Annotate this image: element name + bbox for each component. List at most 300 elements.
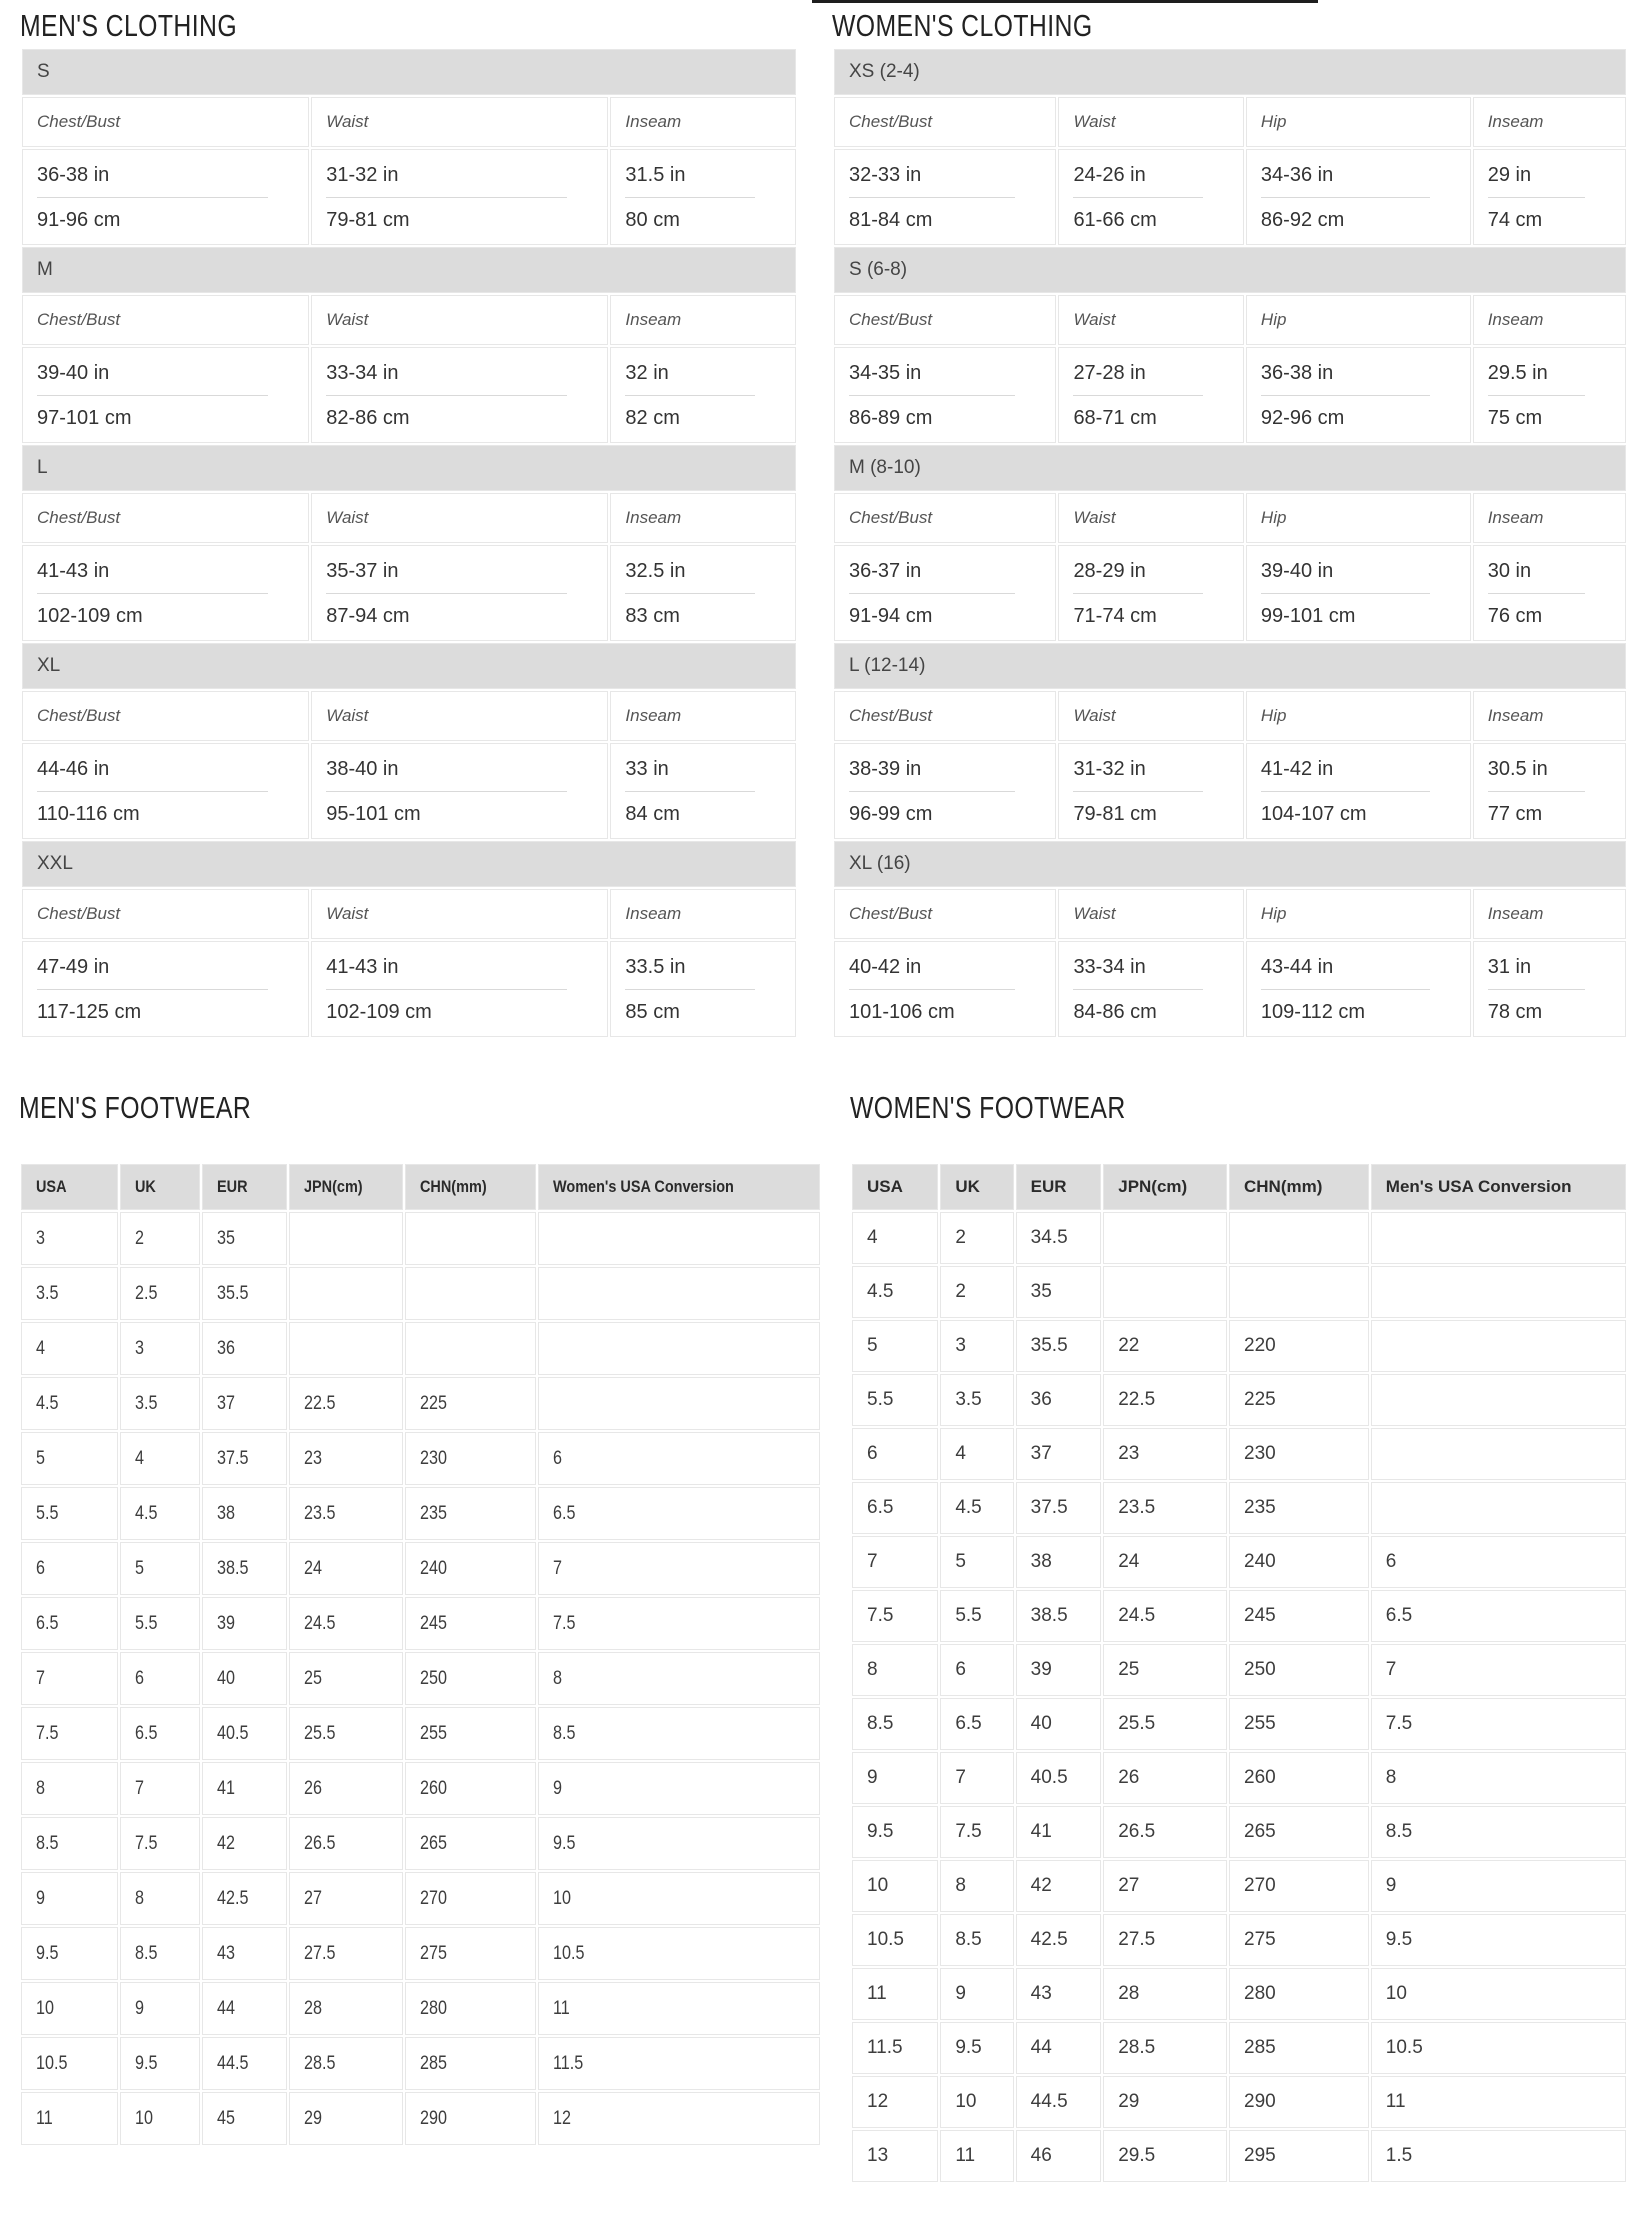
footwear-cell-value: 5 bbox=[36, 1447, 45, 1469]
footwear-cell bbox=[1371, 1806, 1626, 1858]
column-header: Chest/Bust bbox=[834, 97, 1056, 147]
column-header: Chest/Bust bbox=[834, 493, 1056, 543]
size-band-row bbox=[22, 445, 796, 491]
footwear-cell-value: 44.5 bbox=[1030, 2091, 1068, 2112]
measurement-row bbox=[834, 347, 1626, 443]
footwear-cell bbox=[1371, 1752, 1626, 1804]
footwear-cell-value: 285 bbox=[419, 2052, 447, 2074]
footwear-cell bbox=[1016, 1536, 1102, 1588]
footwear-cell-value: 2.5 bbox=[135, 1282, 158, 1304]
footwear-cell bbox=[405, 1762, 536, 1815]
column-header: Waist bbox=[1058, 295, 1243, 345]
measurement-cm: 82-86 cm bbox=[326, 407, 410, 429]
measurement-cm: 109-112 cm bbox=[1260, 1001, 1366, 1023]
footwear-cell bbox=[405, 2092, 536, 2145]
footwear-cell-value: 6.5 bbox=[36, 1612, 59, 1634]
measurement-inches: 31-32 in bbox=[1073, 758, 1146, 780]
footwear-cell bbox=[940, 1752, 1013, 1804]
footwear-cell-value: 240 bbox=[1244, 1551, 1276, 1572]
size-band-row bbox=[834, 841, 1626, 887]
measurement-inches: 32.5 in bbox=[625, 560, 686, 582]
footwear-cell bbox=[1371, 2022, 1626, 2074]
footwear-cell bbox=[1016, 2076, 1102, 2128]
footwear-cell-value: 37 bbox=[1030, 1443, 1052, 1464]
footwear-column-header bbox=[1371, 1164, 1626, 1210]
footwear-cell bbox=[289, 1707, 403, 1760]
measurement-row bbox=[834, 149, 1626, 245]
footwear-cell bbox=[1103, 1914, 1227, 1966]
footwear-cell-value: 4.5 bbox=[135, 1502, 158, 1524]
footwear-cell bbox=[852, 1374, 938, 1426]
footwear-cell-value: 26 bbox=[303, 1777, 322, 1799]
footwear-cell-value: 46 bbox=[1030, 2145, 1052, 2166]
measurement-divider bbox=[849, 791, 1015, 792]
footwear-cell-value: 10 bbox=[552, 1887, 571, 1909]
footwear-cell-value: 40 bbox=[1030, 1713, 1052, 1734]
footwear-cell-value: 9.5 bbox=[955, 2037, 982, 2058]
footwear-cell bbox=[289, 1267, 403, 1320]
measurement-inches: 32 in bbox=[625, 362, 669, 384]
footwear-cell bbox=[1016, 1374, 1102, 1426]
measurement-cell bbox=[311, 743, 608, 839]
footwear-cell bbox=[538, 2037, 820, 2090]
measurement-cell bbox=[1246, 941, 1471, 1037]
footwear-cell bbox=[405, 1212, 536, 1265]
measurement-cm: 80 cm bbox=[625, 209, 680, 231]
footwear-cell-value: 11 bbox=[955, 2145, 976, 2166]
footwear-cell bbox=[852, 1698, 938, 1750]
footwear-cell bbox=[120, 1377, 200, 1430]
measurement-divider bbox=[326, 989, 567, 990]
column-header: Inseam bbox=[1473, 889, 1626, 939]
column-header-row bbox=[22, 889, 796, 939]
footwear-cell-value: 2 bbox=[955, 1281, 966, 1302]
footwear-cell-value: 3.5 bbox=[135, 1392, 158, 1414]
footwear-cell bbox=[1229, 1968, 1369, 2020]
footwear-cell-value: 6.5 bbox=[135, 1722, 158, 1744]
footwear-cell-value: 1.5 bbox=[1385, 2145, 1413, 2166]
footwear-cell-value: 7 bbox=[867, 1551, 878, 1572]
footwear-cell-value: 235 bbox=[1244, 1497, 1276, 1518]
footwear-row bbox=[852, 1752, 1626, 1804]
footwear-cell bbox=[21, 1762, 118, 1815]
column-header-row bbox=[834, 97, 1626, 147]
measurement-cell bbox=[1246, 743, 1471, 839]
footwear-cell bbox=[21, 1652, 118, 1705]
measurement-cm: 87-94 cm bbox=[326, 605, 410, 627]
footwear-cell-value: 24.5 bbox=[1118, 1605, 1156, 1626]
footwear-cell bbox=[1229, 1806, 1369, 1858]
size-band-row bbox=[22, 49, 796, 95]
column-header: Inseam bbox=[1473, 97, 1626, 147]
footwear-cell-value: 9 bbox=[867, 1767, 878, 1788]
footwear-cell bbox=[21, 1487, 118, 1540]
footwear-cell-value: 3.5 bbox=[955, 1389, 982, 1410]
footwear-cell bbox=[21, 1377, 118, 1430]
measurement-cell bbox=[1058, 347, 1243, 443]
column-header-row bbox=[22, 493, 796, 543]
size-band-label: M bbox=[22, 247, 796, 293]
footwear-cell bbox=[120, 1927, 200, 1980]
measurement-cell bbox=[22, 347, 309, 443]
footwear-cell bbox=[1229, 1212, 1369, 1264]
footwear-row bbox=[21, 2037, 820, 2090]
measurement-cm: 81-84 cm bbox=[849, 209, 933, 231]
footwear-cell-value: 27.5 bbox=[303, 1942, 336, 1964]
footwear-cell bbox=[1371, 1212, 1626, 1264]
footwear-cell bbox=[202, 1542, 287, 1595]
footwear-cell bbox=[202, 1267, 287, 1320]
measurement-cm: 75 cm bbox=[1487, 407, 1543, 429]
footwear-row bbox=[852, 1212, 1626, 1264]
measurement-cm: 110-116 cm bbox=[37, 803, 140, 825]
footwear-cell-value: 6.5 bbox=[1385, 1605, 1413, 1626]
footwear-cell bbox=[1103, 1536, 1227, 1588]
measurement-row bbox=[834, 743, 1626, 839]
footwear-cell bbox=[940, 1536, 1013, 1588]
footwear-cell-value: 3.5 bbox=[36, 1282, 59, 1304]
measurement-cell bbox=[834, 347, 1056, 443]
footwear-cell-value: 40.5 bbox=[216, 1722, 249, 1744]
footwear-cell-value: 7.5 bbox=[36, 1722, 59, 1744]
footwear-cell bbox=[202, 2092, 287, 2145]
measurement-row bbox=[834, 941, 1626, 1037]
column-header: Hip bbox=[1246, 295, 1471, 345]
footwear-cell bbox=[1103, 1806, 1227, 1858]
footwear-cell bbox=[21, 1927, 118, 1980]
footwear-cell-value: 250 bbox=[1244, 1659, 1276, 1680]
footwear-cell bbox=[289, 1817, 403, 1870]
footwear-cell bbox=[21, 1542, 118, 1595]
footwear-cell-value: 6 bbox=[135, 1667, 145, 1689]
footwear-cell bbox=[1016, 1752, 1102, 1804]
footwear-cell-value: 10.5 bbox=[1385, 2037, 1423, 2058]
footwear-cell bbox=[1229, 1536, 1369, 1588]
footwear-cell-value: 39 bbox=[1030, 1659, 1052, 1680]
footwear-cell-value: 245 bbox=[419, 1612, 447, 1634]
measurement-row bbox=[22, 149, 796, 245]
column-header-row bbox=[22, 295, 796, 345]
footwear-cell bbox=[405, 1487, 536, 1540]
column-header: Chest/Bust bbox=[834, 889, 1056, 939]
footwear-cell-value: 44 bbox=[1030, 2037, 1052, 2058]
footwear-cell bbox=[940, 1266, 1013, 1318]
footwear-cell-value: 5.5 bbox=[955, 1605, 982, 1626]
size-band-label: M (8-10) bbox=[834, 445, 1626, 491]
measurement-cm: 61-66 cm bbox=[1073, 209, 1157, 231]
footwear-cell-value: 11 bbox=[867, 1983, 887, 2004]
footwear-cell-value: 5 bbox=[135, 1557, 145, 1579]
footwear-cell bbox=[1103, 1320, 1227, 1372]
footwear-row bbox=[21, 1817, 820, 1870]
footwear-cell bbox=[202, 1212, 287, 1265]
footwear-cell-value: 7 bbox=[135, 1777, 145, 1799]
footwear-cell bbox=[1103, 1968, 1227, 2020]
size-band-label: XL (16) bbox=[834, 841, 1626, 887]
column-header-row bbox=[834, 889, 1626, 939]
womens-clothing-title: WOMEN'S CLOTHING bbox=[832, 8, 1093, 43]
mens-clothing-section bbox=[20, 8, 798, 1039]
measurement-row bbox=[22, 545, 796, 641]
footwear-cell bbox=[538, 1487, 820, 1540]
footwear-cell-value: 8.5 bbox=[552, 1722, 575, 1744]
footwear-column-label: Women's USA Conversion bbox=[552, 1177, 734, 1196]
footwear-cell-value: 4.5 bbox=[955, 1497, 982, 1518]
footwear-cell bbox=[202, 1762, 287, 1815]
footwear-cell bbox=[21, 1322, 118, 1375]
footwear-cell-value: 6.5 bbox=[867, 1497, 894, 1518]
footwear-row bbox=[852, 1698, 1626, 1750]
footwear-cell bbox=[852, 1482, 938, 1534]
footwear-cell-value: 8 bbox=[36, 1777, 45, 1799]
measurement-inches: 38-39 in bbox=[849, 758, 922, 780]
footwear-row bbox=[852, 1374, 1626, 1426]
column-header: Hip bbox=[1246, 691, 1471, 741]
footwear-cell-value: 7.5 bbox=[135, 1832, 158, 1854]
measurement-inches: 31-32 in bbox=[326, 164, 399, 186]
measurement-inches: 41-43 in bbox=[326, 956, 399, 978]
footwear-cell bbox=[538, 1817, 820, 1870]
footwear-cell bbox=[538, 1927, 820, 1980]
footwear-cell-value: 12 bbox=[867, 2091, 889, 2112]
measurement-divider bbox=[1073, 593, 1202, 594]
measurement-cell bbox=[311, 941, 608, 1037]
footwear-cell-value: 10 bbox=[135, 2107, 154, 2129]
footwear-cell bbox=[852, 2130, 938, 2182]
footwear-cell bbox=[120, 2037, 200, 2090]
footwear-cell-value: 7 bbox=[1385, 1659, 1397, 1680]
footwear-row bbox=[852, 1806, 1626, 1858]
footwear-cell bbox=[852, 1428, 938, 1480]
footwear-cell bbox=[405, 1597, 536, 1650]
footwear-cell bbox=[120, 2092, 200, 2145]
footwear-cell bbox=[940, 1806, 1013, 1858]
footwear-cell bbox=[1371, 1428, 1626, 1480]
footwear-cell bbox=[405, 1652, 536, 1705]
footwear-cell bbox=[538, 1322, 820, 1375]
footwear-cell bbox=[940, 2022, 1013, 2074]
footwear-cell-value: 270 bbox=[1244, 1875, 1276, 1896]
mens-footwear-table bbox=[19, 1162, 822, 2147]
column-header: Waist bbox=[1058, 691, 1243, 741]
footwear-cell-value: 8.5 bbox=[135, 1942, 158, 1964]
footwear-cell bbox=[1229, 1374, 1369, 1426]
footwear-cell bbox=[852, 1320, 938, 1372]
footwear-cell-value: 42.5 bbox=[1030, 1929, 1068, 1950]
footwear-row bbox=[852, 2022, 1626, 2074]
measurement-divider bbox=[1488, 791, 1585, 792]
footwear-cell bbox=[1016, 1428, 1102, 1480]
footwear-cell bbox=[1016, 1266, 1102, 1318]
footwear-cell-value: 6 bbox=[552, 1447, 562, 1469]
footwear-cell bbox=[1016, 1806, 1102, 1858]
footwear-cell bbox=[21, 1267, 118, 1320]
footwear-row bbox=[852, 2130, 1626, 2182]
footwear-cell bbox=[1371, 1266, 1626, 1318]
measurement-divider bbox=[1488, 989, 1585, 990]
footwear-cell-value: 42 bbox=[216, 1832, 235, 1854]
measurement-cm: 84 cm bbox=[625, 803, 680, 825]
footwear-cell bbox=[1229, 2076, 1369, 2128]
footwear-cell-value: 45 bbox=[216, 2107, 235, 2129]
footwear-row bbox=[21, 1762, 820, 1815]
footwear-cell bbox=[1229, 1698, 1369, 1750]
footwear-cell-value: 255 bbox=[1244, 1713, 1276, 1734]
column-header: Chest/Bust bbox=[22, 97, 309, 147]
footwear-cell bbox=[940, 2076, 1013, 2128]
footwear-cell-value: 275 bbox=[419, 1942, 447, 1964]
measurement-inches: 39-40 in bbox=[37, 362, 110, 384]
measurement-cell bbox=[1246, 149, 1471, 245]
measurement-divider bbox=[1261, 197, 1430, 198]
footwear-cell-value: 22.5 bbox=[303, 1392, 336, 1414]
measurement-divider bbox=[625, 593, 755, 594]
footwear-row bbox=[21, 1377, 820, 1430]
footwear-cell bbox=[1229, 1320, 1369, 1372]
footwear-cell-value: 24.5 bbox=[303, 1612, 336, 1634]
footwear-row bbox=[21, 1872, 820, 1925]
footwear-cell-value: 7.5 bbox=[867, 1605, 894, 1626]
measurement-cm: 82 cm bbox=[625, 407, 680, 429]
footwear-cell bbox=[1016, 1860, 1102, 1912]
footwear-row bbox=[852, 1968, 1626, 2020]
footwear-cell bbox=[940, 1644, 1013, 1696]
footwear-cell bbox=[202, 1927, 287, 1980]
measurement-divider bbox=[37, 197, 268, 198]
footwear-cell-value: 230 bbox=[1244, 1443, 1276, 1464]
footwear-cell-value: 27 bbox=[303, 1887, 322, 1909]
footwear-cell bbox=[21, 1432, 118, 1485]
measurement-cell bbox=[1473, 743, 1626, 839]
measurement-divider bbox=[37, 593, 268, 594]
footwear-row bbox=[21, 1212, 820, 1265]
footwear-cell-value: 38.5 bbox=[1030, 1605, 1068, 1626]
womens-footwear-table bbox=[850, 1162, 1628, 2184]
measurement-cm: 76 cm bbox=[1487, 605, 1543, 627]
footwear-cell bbox=[1103, 1860, 1227, 1912]
footwear-cell-value: 6.5 bbox=[552, 1502, 575, 1524]
footwear-cell bbox=[289, 1487, 403, 1540]
footwear-cell-value: 10 bbox=[955, 2091, 977, 2112]
footwear-row bbox=[852, 1320, 1626, 1372]
footwear-cell bbox=[120, 1267, 200, 1320]
footwear-cell-value: 2 bbox=[135, 1227, 145, 1249]
measurement-cm: 71-74 cm bbox=[1073, 605, 1157, 627]
footwear-row bbox=[21, 1982, 820, 2035]
footwear-cell-value: 37.5 bbox=[216, 1447, 249, 1469]
footwear-cell-value: 260 bbox=[419, 1777, 447, 1799]
footwear-cell-value: 38 bbox=[216, 1502, 235, 1524]
footwear-cell-value: 35.5 bbox=[1030, 1335, 1068, 1356]
footwear-cell bbox=[852, 1644, 938, 1696]
footwear-cell bbox=[1229, 2022, 1369, 2074]
measurement-cell bbox=[610, 941, 796, 1037]
footwear-cell bbox=[21, 1597, 118, 1650]
footwear-cell bbox=[405, 1817, 536, 1870]
footwear-cell bbox=[1016, 2022, 1102, 2074]
measurement-inches: 38-40 in bbox=[326, 758, 399, 780]
measurement-cell bbox=[610, 149, 796, 245]
measurement-cell bbox=[1058, 743, 1243, 839]
footwear-cell bbox=[289, 1542, 403, 1595]
mens-footwear-section bbox=[19, 1090, 822, 2147]
footwear-cell-value: 4.5 bbox=[36, 1392, 59, 1414]
column-header: Waist bbox=[1058, 97, 1243, 147]
footwear-row bbox=[852, 2076, 1626, 2128]
column-header: Waist bbox=[1058, 889, 1243, 939]
footwear-column-label: EUR bbox=[216, 1177, 248, 1196]
measurement-divider bbox=[326, 593, 567, 594]
measurement-cell bbox=[834, 545, 1056, 641]
footwear-cell bbox=[940, 1482, 1013, 1534]
footwear-cell-value: 270 bbox=[419, 1887, 447, 1909]
footwear-cell bbox=[852, 1860, 938, 1912]
column-header: Chest/Bust bbox=[834, 691, 1056, 741]
footwear-cell bbox=[940, 1590, 1013, 1642]
footwear-cell bbox=[1371, 1536, 1626, 1588]
measurement-cell bbox=[22, 941, 309, 1037]
footwear-cell-value: 8 bbox=[552, 1667, 562, 1689]
measurement-cm: 79-81 cm bbox=[1073, 803, 1157, 825]
footwear-cell-value: 11 bbox=[552, 1997, 570, 2019]
footwear-cell-value: 7 bbox=[955, 1767, 966, 1788]
footwear-column-header bbox=[1016, 1164, 1102, 1210]
measurement-cm: 99-101 cm bbox=[1260, 605, 1356, 627]
measurement-cm: 117-125 cm bbox=[37, 1001, 142, 1023]
column-header-row bbox=[834, 493, 1626, 543]
footwear-cell-value: 10.5 bbox=[36, 2052, 68, 2074]
measurement-inches: 30.5 in bbox=[1487, 758, 1548, 780]
womens-clothing-section bbox=[832, 8, 1628, 1039]
measurement-cm: 104-107 cm bbox=[1260, 803, 1367, 825]
footwear-cell-value: 9.5 bbox=[36, 1942, 59, 1964]
footwear-cell-value: 26.5 bbox=[1118, 1821, 1156, 1842]
footwear-cell-value: 35 bbox=[216, 1227, 235, 1249]
measurement-divider bbox=[1261, 791, 1430, 792]
footwear-cell-value: 44 bbox=[216, 1997, 235, 2019]
measurement-cm: 91-94 cm bbox=[849, 605, 933, 627]
footwear-row bbox=[21, 1652, 820, 1705]
size-band-row bbox=[834, 643, 1626, 689]
footwear-column-header bbox=[852, 1164, 938, 1210]
footwear-cell bbox=[538, 1597, 820, 1650]
footwear-cell-value: 27.5 bbox=[1118, 1929, 1156, 1950]
measurement-cm: 96-99 cm bbox=[849, 803, 933, 825]
measurement-row bbox=[22, 743, 796, 839]
footwear-cell-value: 41 bbox=[1030, 1821, 1052, 1842]
measurement-divider bbox=[625, 989, 755, 990]
footwear-cell-value: 9.5 bbox=[135, 2052, 158, 2074]
measurement-row bbox=[22, 347, 796, 443]
footwear-cell-value: 9 bbox=[955, 1983, 966, 2004]
footwear-cell-value: 8.5 bbox=[867, 1713, 894, 1734]
measurement-inches: 34-36 in bbox=[1260, 164, 1334, 186]
measurement-cell bbox=[22, 149, 309, 245]
footwear-cell bbox=[1103, 1212, 1227, 1264]
footwear-cell-value: 7.5 bbox=[552, 1612, 575, 1634]
measurement-cm: 102-109 cm bbox=[326, 1001, 432, 1023]
footwear-column-label: CHN(mm) bbox=[1244, 1177, 1323, 1196]
footwear-cell bbox=[120, 1542, 200, 1595]
footwear-cell-value: 260 bbox=[1244, 1767, 1276, 1788]
footwear-cell-value: 9 bbox=[1385, 1875, 1397, 1896]
footwear-cell-value: 27 bbox=[1118, 1875, 1140, 1896]
footwear-column-header bbox=[940, 1164, 1013, 1210]
measurement-divider bbox=[1488, 197, 1585, 198]
footwear-cell-value: 9 bbox=[552, 1777, 562, 1799]
footwear-cell bbox=[1229, 1644, 1369, 1696]
footwear-cell-value: 295 bbox=[1244, 2145, 1276, 2166]
